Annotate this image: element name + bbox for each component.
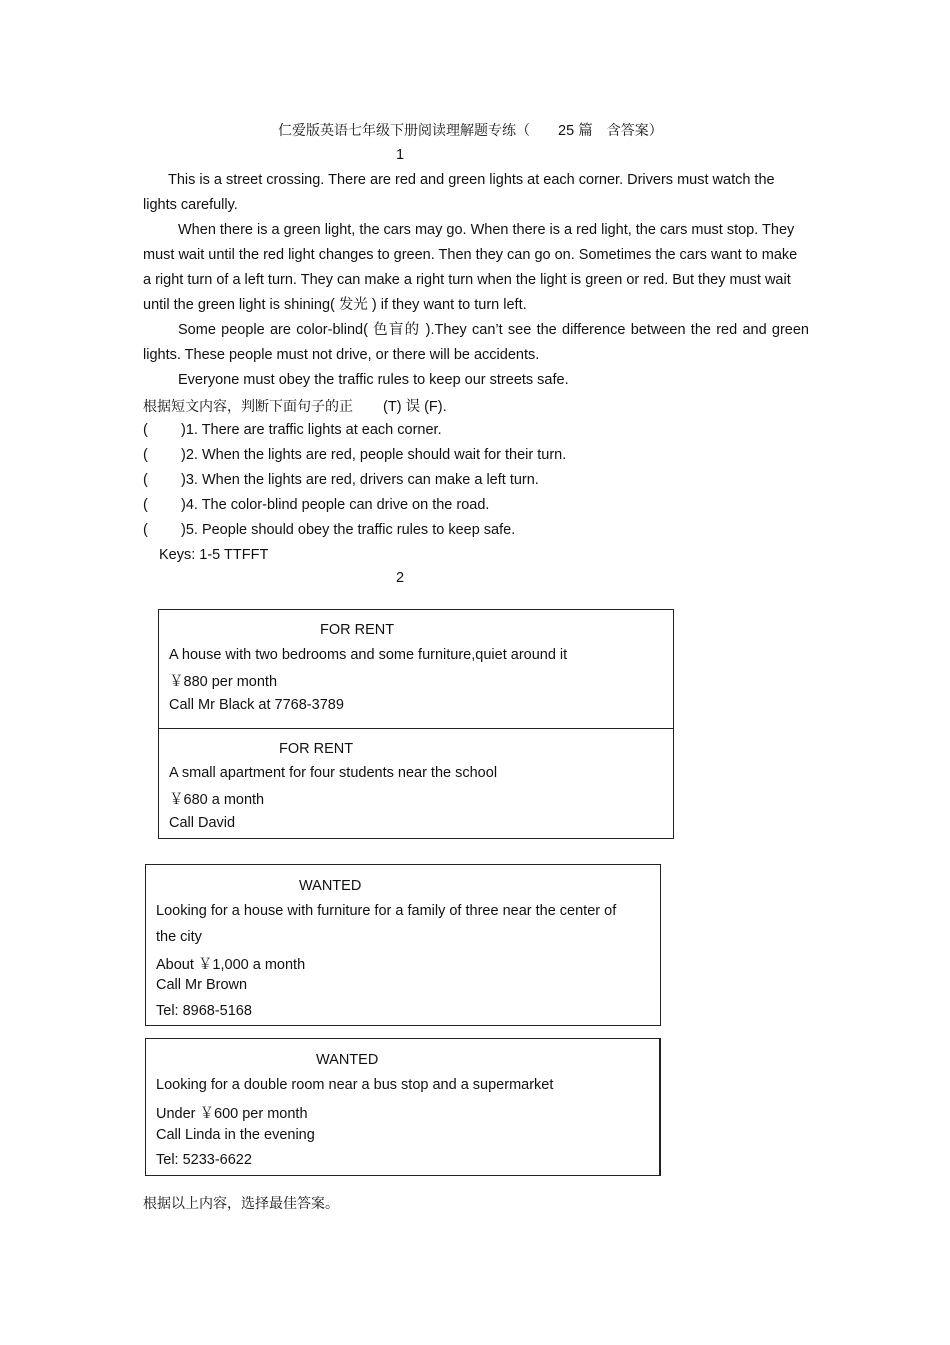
ad-wanted-house (145, 864, 661, 1026)
instruction-cjk: 根据短文内容，判断下面句子的正 (143, 399, 353, 415)
title-suffix: 含答案） (606, 123, 663, 139)
title-count: 25 篇 (558, 123, 593, 139)
ad-heading: FOR RENT (320, 622, 395, 638)
ad-for-rent-apartment (158, 728, 674, 839)
instruction-tf: (T) 误 (F). (383, 399, 447, 415)
ad-contact: Call David (169, 815, 236, 831)
page-title (278, 119, 663, 140)
passage-2-number: 2 (396, 570, 405, 586)
ad-contact: Call Mr Brown (156, 977, 248, 993)
question-text: )5. People should obey the traffic rules to keep safe. (181, 522, 516, 538)
passage-1-paragraph-2: When there is a green light, the cars may go. When there is a red light, the cars must stop. They must wait until the red light changes to green. Then they can go on. Sometimes the cars want to make a right turn of a left turn. They can make a right turn when the light is green or red. But they must wait until the green light is shining( 发光 ) if they want to turn left. (143, 222, 798, 313)
title-text: 仁爱版英语七年级下册阅读理解题专练（ (278, 123, 530, 139)
passage-1-number: 1 (396, 147, 405, 163)
ad-description: A small apartment for four students near the school (169, 765, 498, 781)
question-3 (143, 472, 539, 488)
question-text: )4. The color-blind people can drive on the road. (181, 497, 490, 513)
question-2 (143, 447, 566, 463)
answer-keys: Keys: 1-5 TTFFT (159, 547, 269, 563)
ad-description-cont: the city (156, 929, 202, 945)
question-1 (143, 422, 442, 438)
ad-heading: WANTED (299, 878, 362, 894)
passage-2-instruction: 根据以上内容，选择最佳答案。 (143, 1196, 339, 1212)
answer-blank[interactable]: ( (143, 422, 148, 438)
ad-contact: Call Linda in the evening (156, 1127, 315, 1143)
ad-price: Under ￥600 per month (156, 1106, 308, 1122)
ad-tel: Tel: 5233-6622 (156, 1152, 252, 1168)
ad-description: Looking for a house with furniture for a family of three near the center of (156, 903, 617, 919)
ad-tel: Tel: 8968-5168 (156, 1003, 252, 1019)
passage-1-paragraph-1: This is a street crossing. There are red and green lights at each corner. Drivers must watch the lights carefully. (143, 172, 775, 213)
answer-blank[interactable]: ( (143, 447, 148, 463)
ad-contact: Call Mr Black at 7768-3789 (169, 697, 344, 713)
answer-blank[interactable]: ( (143, 522, 148, 538)
question-5 (143, 522, 515, 538)
answer-blank[interactable]: ( (143, 497, 148, 513)
question-text: )1. There are traffic lights at each corner. (181, 422, 442, 438)
passage-1-instruction (143, 395, 447, 416)
ad-description: A house with two bedrooms and some furniture,quiet around it (169, 647, 568, 663)
passage-1-paragraph-4: Everyone must obey the traffic rules to keep our streets safe. (178, 372, 569, 388)
ad-wanted-room (145, 1038, 661, 1176)
ad-price: About ￥1,000 a month (156, 957, 306, 973)
ad-description: Looking for a double room near a bus stop and a supermarket (156, 1077, 554, 1093)
answer-blank[interactable]: ( (143, 472, 148, 488)
ad-price: ￥880 per month (169, 674, 278, 690)
ad-heading: WANTED (316, 1052, 379, 1068)
passage-1-paragraph-3: Some people are color-blind( 色盲的 ).They can’t see the difference between the red and green lights. These people must not drive, or there will be accidents. (143, 322, 809, 363)
question-4 (143, 497, 489, 513)
question-text: )3. When the lights are red, drivers can make a left turn. (181, 472, 539, 488)
ad-heading: FOR RENT (279, 741, 354, 757)
ad-for-rent-house (158, 609, 674, 729)
question-text: )2. When the lights are red, people should wait for their turn. (181, 447, 567, 463)
ad-price: ￥680 a month (169, 792, 265, 808)
